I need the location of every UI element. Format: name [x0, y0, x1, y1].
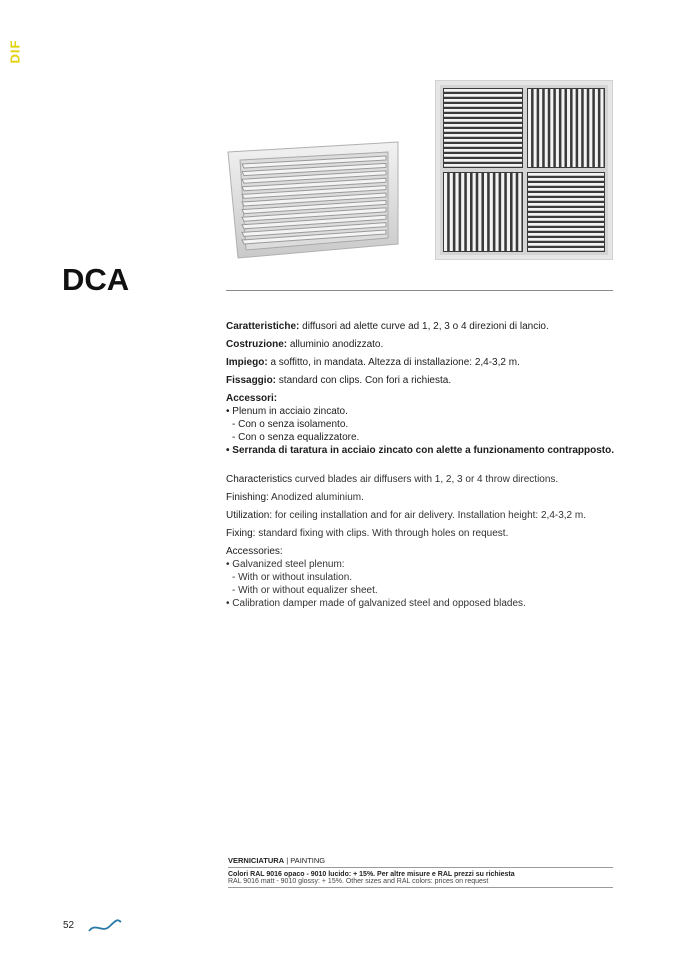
wall-grille-image: [226, 140, 400, 260]
divider: [226, 290, 613, 291]
diffuser-slat: [495, 173, 498, 251]
it-label: Costruzione:: [226, 339, 288, 350]
diffuser-slat: [444, 149, 522, 152]
diffuser-slat: [584, 89, 587, 167]
diffuser-slat: [444, 89, 522, 92]
diffuser-slat: [444, 134, 522, 137]
diffuser-slat: [528, 178, 604, 181]
it-characteristics: [226, 320, 626, 333]
en-label: Fixing:: [226, 528, 256, 539]
en-label: Characteristics: [226, 474, 293, 485]
diffuser-slat: [600, 89, 603, 167]
diffuser-slat: [528, 238, 604, 241]
diffuser-slat: [473, 173, 476, 251]
it-accessory-item: - Con o senza isolamento.: [232, 419, 349, 430]
diffuser-slat: [484, 173, 487, 251]
italian-description: [226, 320, 626, 457]
diffuser-slat: [444, 99, 522, 102]
en-text: for ceiling installation and for air delivery. Installation height: 2,4-3,2 m.: [272, 510, 587, 521]
diffuser-slat: [490, 173, 493, 251]
en-utilization: [226, 509, 626, 522]
diffuser-slat: [528, 193, 604, 196]
ceiling-diffuser-image: [435, 80, 613, 260]
diffuser-slat: [513, 173, 516, 251]
it-label: Impiego:: [226, 357, 268, 368]
en-text: standard fixing with clips. With through holes on request.: [255, 528, 509, 539]
diffuser-slat: [573, 89, 576, 167]
en-text: Anodized aluminium.: [268, 492, 364, 503]
diffuser-slat: [461, 173, 464, 251]
english-description: [226, 473, 626, 610]
diffuser-slat: [528, 248, 604, 251]
diffuser-slat: [567, 89, 570, 167]
section-tag-label: DIF: [7, 39, 23, 64]
it-accessory-item: • Serranda di taratura in acciaio zincato con alette a funzionamento contrapposto.: [226, 445, 615, 456]
diffuser-slat: [528, 223, 604, 226]
en-label: Finishing:: [226, 492, 269, 503]
it-fixing: [226, 374, 626, 387]
diffuser-quadrant: [527, 88, 605, 168]
diffuser-slat: [444, 159, 522, 162]
diffuser-slat: [578, 89, 581, 167]
diffuser-slat: [467, 173, 470, 251]
diffuser-slat: [444, 109, 522, 112]
diffuser-slat: [528, 183, 604, 186]
en-text: curved blades air diffusers with 1, 2, 3 or 4 throw directions.: [292, 474, 559, 485]
it-label: Fissaggio:: [226, 375, 277, 386]
en-accessories-label: [226, 545, 626, 558]
en-accessory-item: - With or without equalizer sheet.: [232, 585, 378, 596]
it-accessory-item: - Con o senza equalizzatore.: [232, 432, 360, 443]
diffuser-slat: [444, 173, 447, 251]
diffuser-slat: [444, 94, 522, 97]
diffuser-slat: [450, 173, 453, 251]
product-title: DCA: [62, 262, 130, 297]
it-label: Caratteristiche:: [226, 321, 300, 332]
diffuser-slat: [539, 89, 542, 167]
diffuser-slat: [528, 228, 604, 231]
it-text: a soffitto, in mandata. Altezza di installazione: 2,4-3,2 m.: [267, 357, 520, 368]
diffuser-slat: [528, 89, 531, 167]
en-accessory-item: • Calibration damper made of galvanized steel and opposed blades.: [226, 598, 526, 609]
en-accessory-item: - With or without insulation.: [232, 572, 353, 583]
diffuser-slat: [528, 218, 604, 221]
diffuser-slat: [444, 124, 522, 127]
painting-line-en: RAL 9016 matt - 9010 glossy: + 15%. Other sizes and RAL colors: prices on request: [228, 878, 613, 888]
diffuser-slat: [528, 188, 604, 191]
diffuser-slat: [444, 139, 522, 142]
diffuser-slat: [455, 173, 458, 251]
it-text: diffusori ad alette curve ad 1, 2, 3 o 4 direzioni di lancio.: [299, 321, 549, 332]
painting-line-it: Colori RAL 9016 opaco - 9010 lucido: + 15%. Per altre misure e RAL prezzi su richiesta: [228, 871, 515, 878]
it-accessories-label: [226, 392, 626, 405]
diffuser-slat: [444, 114, 522, 117]
diffuser-slat: [595, 89, 598, 167]
diffuser-slat: [444, 154, 522, 157]
en-fixing: [226, 527, 626, 540]
diffuser-slat: [444, 104, 522, 107]
en-finishing: [226, 491, 626, 504]
diffuser-slat: [507, 173, 510, 251]
en-label: Utilization:: [226, 510, 273, 521]
diffuser-slat: [556, 89, 559, 167]
it-text: alluminio anodizzato.: [287, 339, 384, 350]
it-text: standard con clips. Con fori a richiesta.: [276, 375, 452, 386]
diffuser-slat: [501, 173, 504, 251]
section-tag: [4, 36, 24, 66]
diffuser-slat: [528, 213, 604, 216]
en-accessory-item: • Galvanized steel plenum:: [226, 559, 345, 570]
diffuser-slat: [528, 173, 604, 176]
diffuser-slat: [545, 89, 548, 167]
diffuser-slat: [550, 89, 553, 167]
diffuser-slat: [444, 164, 522, 167]
it-construction: [226, 338, 626, 351]
diffuser-slat: [561, 89, 564, 167]
diffuser-slat: [528, 208, 604, 211]
diffuser-slat: [589, 89, 592, 167]
diffuser-slat: [444, 129, 522, 132]
painting-heading: [228, 856, 613, 868]
it-usage: [226, 356, 626, 369]
diffuser-slat: [478, 173, 481, 251]
diffuser-slat: [444, 144, 522, 147]
painting-heading-rest: | PAINTING: [284, 856, 326, 865]
diffuser-quadrant: [443, 172, 523, 252]
diffuser-slat: [528, 203, 604, 206]
it-accessory-item: • Plenum in acciaio zincato.: [226, 406, 348, 417]
wave-logo-icon: [88, 918, 122, 934]
en-characteristics: [226, 473, 626, 486]
diffuser-slat: [528, 233, 604, 236]
painting-heading-bold: VERNICIATURA: [228, 856, 285, 865]
it-label: Accessori:: [226, 393, 278, 404]
diffuser-slat: [528, 198, 604, 201]
en-label: Accessories:: [226, 546, 283, 557]
diffuser-slat: [528, 243, 604, 246]
diffuser-slat: [518, 173, 521, 251]
page-number: 52: [63, 920, 75, 931]
painting-table: [228, 856, 613, 888]
diffuser-slat: [534, 89, 537, 167]
diffuser-slat: [444, 119, 522, 122]
